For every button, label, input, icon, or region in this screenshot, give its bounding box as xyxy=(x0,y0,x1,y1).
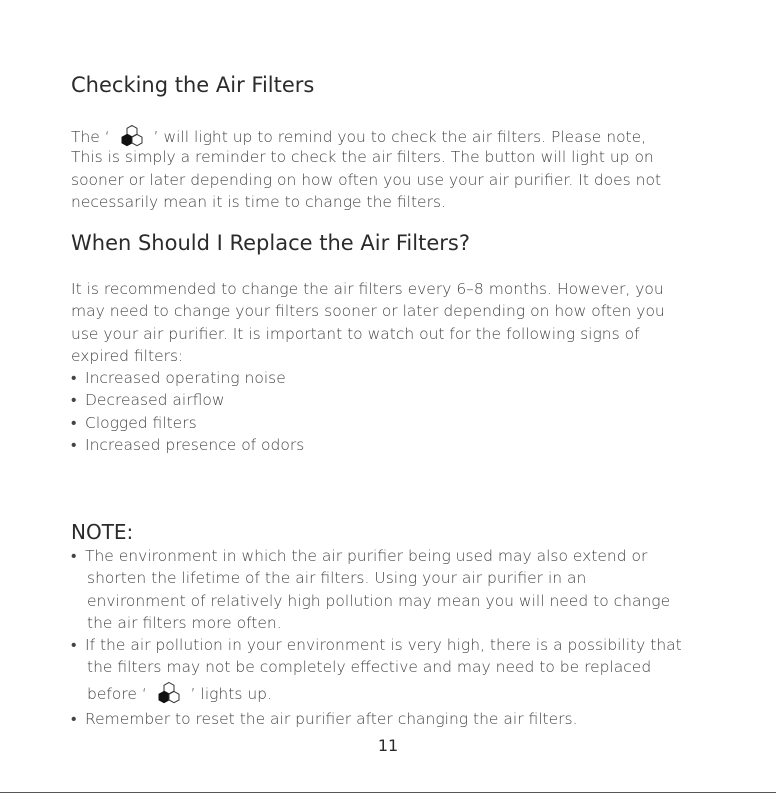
bullet-dot: • xyxy=(71,369,77,388)
section1-line-1: The ‘ ’ will light up to remind you to check the air filters. Please note, xyxy=(71,124,711,146)
heading-when-replace-filters: When Should I Replace the Air Filters? xyxy=(71,231,470,255)
list-item: • Clogged filters xyxy=(71,412,711,434)
bullet-dot: • xyxy=(71,413,77,432)
bullet-dot: • xyxy=(71,436,77,455)
note-item-2-line-2: the filters may not be completely effective and may need to be replaced xyxy=(87,658,652,677)
section1-line-2: This is simply a reminder to check the air filters. The button will light up on xyxy=(71,148,654,167)
page-number: 11 xyxy=(377,736,399,755)
filter-hexagon-icon xyxy=(156,681,182,705)
section1-paragraph xyxy=(71,124,711,213)
section1-line-3: sooner or later depending on how often you use your air purifier. It does not xyxy=(71,170,662,189)
bullet-dot: • xyxy=(71,391,77,410)
bottom-divider xyxy=(0,792,776,793)
section1-line-4: necessarily mean it is time to change the filters. xyxy=(71,192,446,211)
heading-checking-air-filters: Checking the Air Filters xyxy=(71,73,315,97)
note-item-2: • If the air pollution in your environment is very high, there is a possibility that xyxy=(71,634,711,656)
note-item-1: • The environment in which the air purifier being used may also extend or xyxy=(71,545,711,567)
heading-note: NOTE: xyxy=(71,520,134,544)
section2-line-3: use your air purifier. It is important to watch out for the following signs of xyxy=(71,324,640,343)
note-item-1-line-4: the air filters more often. xyxy=(87,613,282,632)
note-item-3: • Remember to reset the air purifier after changing the air filters. xyxy=(71,708,711,730)
bullet-dot: • xyxy=(71,547,77,565)
section2-line-4: expired filters: xyxy=(71,346,184,365)
section2-line-2: may need to change your filters sooner or later depending on how often you xyxy=(71,302,665,321)
section2-line-1: It is recommended to change the air filters every 6–8 months. However, you xyxy=(71,280,664,298)
note-item-2-line-3: before ‘ ’ lights up. xyxy=(71,679,711,708)
list-item: • Decreased airflow xyxy=(71,389,711,411)
list-item: • Increased operating noise xyxy=(71,367,711,389)
section2-paragraph xyxy=(71,278,711,456)
note-list xyxy=(71,545,711,730)
filter-hexagon-icon xyxy=(119,124,145,148)
note-item-1-line-3: environment of relatively high pollution may mean you will need to change xyxy=(87,591,671,610)
bullet-dot: • xyxy=(71,709,77,728)
bullet-dot: • xyxy=(71,636,77,655)
note-item-1-line-2: shorten the lifetime of the air filters. Using your air purifier in an xyxy=(87,569,587,588)
list-item: • Increased presence of odors xyxy=(71,434,711,456)
